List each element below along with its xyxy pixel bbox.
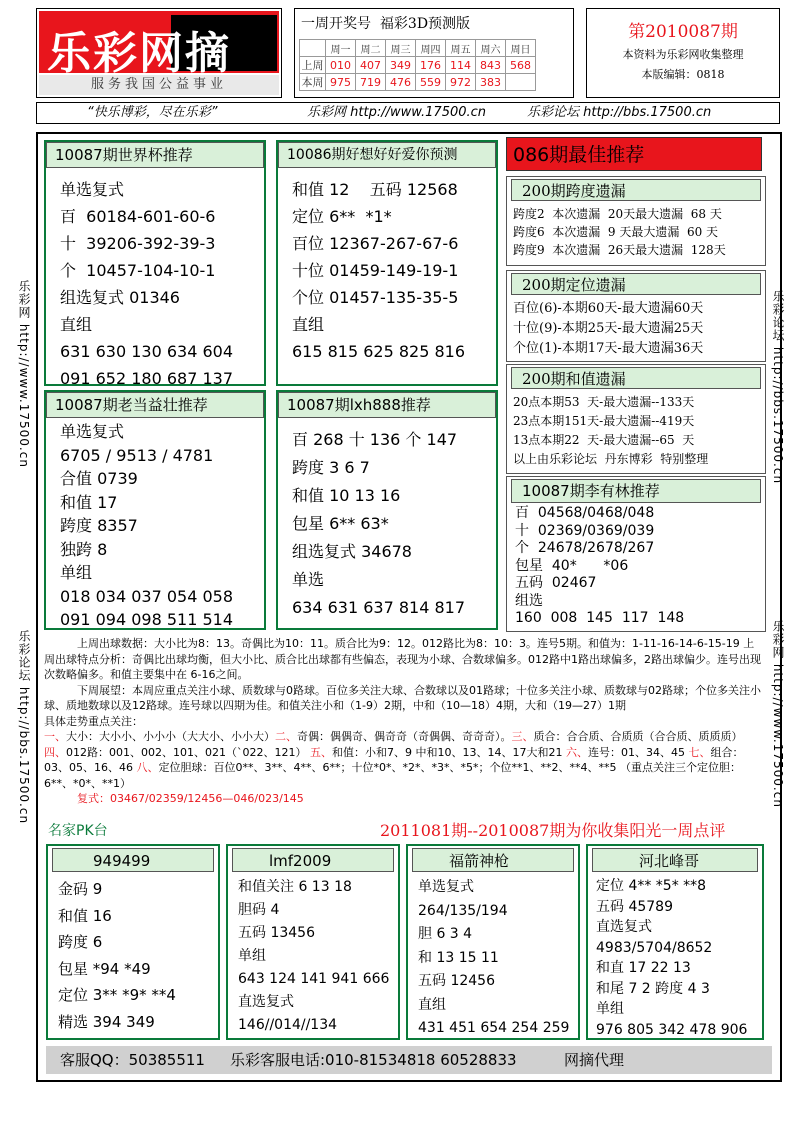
- card-body: 百 268 十 136 个 147 跨度 3 6 7 和值 10 13 16 包星 6** 63* 组选复式 34678 单选 634 631 637 814 817: [292, 430, 466, 617]
- issue-editor: 本版编辑：0818: [641, 68, 725, 81]
- side-text-right-top: 乐彩论坛 http://bbs.17500.cn: [771, 290, 785, 485]
- recommend-card: [44, 140, 266, 386]
- card-title: 949499: [52, 848, 214, 872]
- panel-span-missing: [506, 176, 766, 266]
- card-body: 和值 12 五码 12568 定位 6** *1* 百位 12367-267-67-6 十位 01459-149-19-1 个位 01457-135-35-5 直组 615 815 625 825 816: [292, 180, 466, 361]
- analysis-last-week: 上周出球数据：大小比为8：13。奇偶比为10：11。质合比为9：12。012路比为8：10：3。连号5期。和值为：1-11-16-14-6-15-19 上周出球特点分析：奇偶比出球均衡，但大小比、质合比出球都有些偏态，表现为小球、合数球偏多。012路中1路出球偏多，2路出球偏少。连号出现次数略偏多。和值主要集中在 6-16之间。: [44, 637, 761, 681]
- analysis-focus-title: 具体走势重点关注：: [44, 714, 143, 728]
- card-title: 10087期老当益壮推荐: [46, 392, 264, 418]
- card-title: lmf2009: [232, 848, 394, 872]
- issue-number: 第2010087期: [628, 22, 738, 42]
- panel-body: 跨度2 本次遗漏 20天最大遗漏 68 天 跨度6 本次遗漏 9 天最大遗漏 60 天 跨度9 本次遗漏 26天最大遗漏 128天: [513, 207, 726, 257]
- footer-agent: 网摘代理: [564, 1051, 625, 1069]
- logo-banner: [39, 11, 279, 73]
- panel-position-missing: [506, 270, 766, 362]
- draw-header-row: 周一 周二 周三 周四 周五 周六 周日: [300, 40, 536, 57]
- card-title: 福箭神枪: [412, 848, 574, 872]
- panel-li-youlin: [506, 476, 766, 632]
- logo-text: 乐彩网摘: [47, 28, 231, 73]
- card-body: 和值关注 6 13 18 胆码 4 五码 13456 单组 643 124 141 941 666 直选复式 146//014//134: [238, 879, 390, 1033]
- side-text-left-bottom: 乐彩论坛 http://bbs.17500.cn: [17, 630, 31, 825]
- panel-title: 200期和值遗漏: [511, 367, 761, 389]
- analysis-focus-list: 一、大小：大小小、小小小（大大小、小小大）二、奇偶：偶偶奇、偶奇奇（奇偶偶、奇奇奇）。三、质合：合合质、合质质（合合质、质质质） 四、012路：001、002、101、021（`022、121） 五、和值：小和7、9 中和10、13、14、17大和21 六、连号：01、34、45 七、组合：03、05、16、46 八、定位胆球：百位0**、3**、4**、6**；十位*0*、*2*、*3*、*5*；个位**1、**2、**4、**5 （重点关注三个定位胆：6**、*0*、**1）: [44, 730, 744, 790]
- panel-sum-missing: [506, 364, 766, 474]
- footer-qq: 客服QQ：50385511: [60, 1051, 205, 1069]
- panel-body: 20点本期53 天-最大遗漏--133天 23点本期151天-最大遗漏--419天 13点本期22 天-最大遗漏--65 天 以上由乐彩论坛 丹东博彩 特别整理: [513, 395, 709, 466]
- panel-title: 200期跨度遗漏: [511, 179, 761, 201]
- card-body: 定位 4** *5* **8 五码 45789 直选复式 4983/5704/8652 和直 17 22 13 和尾 7 2 跨度 4 3 单组 976 805 342 478 906: [596, 878, 748, 1038]
- panel-body: 百 04568/0468/048 十 02369/0369/039 个 24678/2678/267 包星 40* *06 五码 02467 组选 160 008 145 117 148: [515, 505, 685, 626]
- best-recommend-banner: 086期最佳推荐: [506, 137, 762, 171]
- weekly-draw-panel: [294, 8, 574, 98]
- analysis-text: [44, 636, 764, 807]
- pk-card: [226, 844, 400, 1040]
- slogan-bar: [36, 102, 780, 124]
- card-title: 10087期世界杯推荐: [46, 142, 264, 168]
- issue-panel: [586, 8, 780, 98]
- panel-body: 百位(6)-本期60天-最大遗漏60天 十位(9)-本期25天-最大遗漏25天 个位(1)-本期17天-最大遗漏36天: [513, 301, 704, 356]
- forum-link[interactable]: 乐彩论坛 http://bbs.17500.cn: [527, 105, 712, 120]
- collect-label: 2011081期--2010087期为你收集阳光一周点评: [380, 821, 726, 840]
- footer-bar: [46, 1046, 772, 1074]
- issue-note: 本资料为乐彩网收集整理: [622, 48, 744, 61]
- panel-title: 10087期李有林推荐: [511, 479, 761, 503]
- analysis-outlook: 下周展望：本周应重点关注小球、质数球与0路球。百位多关注大球、合数球以及01路球；十位多关注小球、质数球与02路球；个位多关注小球、质地数球以及12路球。连号球以四期为佳。和值关注小和（1-9）2期，中和（10—18）4期，大和（19—27）1期: [44, 683, 761, 712]
- logo-subtitle: 服务我国公益事业: [39, 75, 279, 95]
- recommend-card: [276, 140, 498, 386]
- card-title: 河北峰哥: [592, 848, 758, 872]
- side-text-right-bottom: 乐彩网 http://www.17500.cn: [771, 620, 785, 808]
- footer-phone: 乐彩客服电话:010-81534818 60528833: [230, 1051, 517, 1069]
- pk-card: [406, 844, 580, 1040]
- draw-row-last-week: 上周 010 407 349 176 114 843 568: [300, 57, 536, 74]
- panel-title: 200期定位遗漏: [511, 273, 761, 295]
- draw-table: [299, 39, 536, 91]
- draw-row-this-week: 本周 975 719 476 559 972 383: [300, 74, 536, 91]
- card-body: 单选复式 百 60184-601-60-6 十 39206-392-39-3 个 10457-104-10-1 组选复式 01346 直组 631 630 130 634 604 091 652 180 687 137: [60, 180, 234, 388]
- recommend-card: [44, 390, 266, 630]
- recommend-card: [276, 390, 498, 630]
- draw-panel-title: 一周开奖号 福彩3D预测版: [301, 16, 471, 32]
- pk-card: [586, 844, 764, 1040]
- card-body: 单选复式 264/135/194 胆 6 3 4 和 13 15 11 五码 12456 直组 431 451 654 254 259: [418, 879, 570, 1036]
- side-text-left-top: 乐彩网 http://www.17500.cn: [17, 280, 31, 468]
- card-body: 金码 9 和值 16 跨度 6 包星 *94 *49 定位 3** *9* **4 精选 394 349: [58, 880, 176, 1031]
- site-link[interactable]: 乐彩网 http://www.17500.cn: [307, 105, 487, 120]
- card-title: 10086期好想好好爱你预测: [278, 142, 496, 168]
- analysis-fushi: 复式：03467/02359/12456—046/023/145: [77, 792, 304, 805]
- pk-card: [46, 844, 220, 1040]
- card-body: 单选复式 6705 / 9513 / 4781 合值 0739 和值 17 跨度 8357 独跨 8 单组 018 034 037 054 058 091 094 098 511 514: [60, 422, 234, 629]
- logo: [36, 8, 282, 98]
- slogan-quote: “快乐博彩，尽在乐彩”: [87, 105, 218, 120]
- pk-label: 名家PK台: [48, 823, 108, 839]
- card-title: 10087期lxh888推荐: [278, 392, 496, 418]
